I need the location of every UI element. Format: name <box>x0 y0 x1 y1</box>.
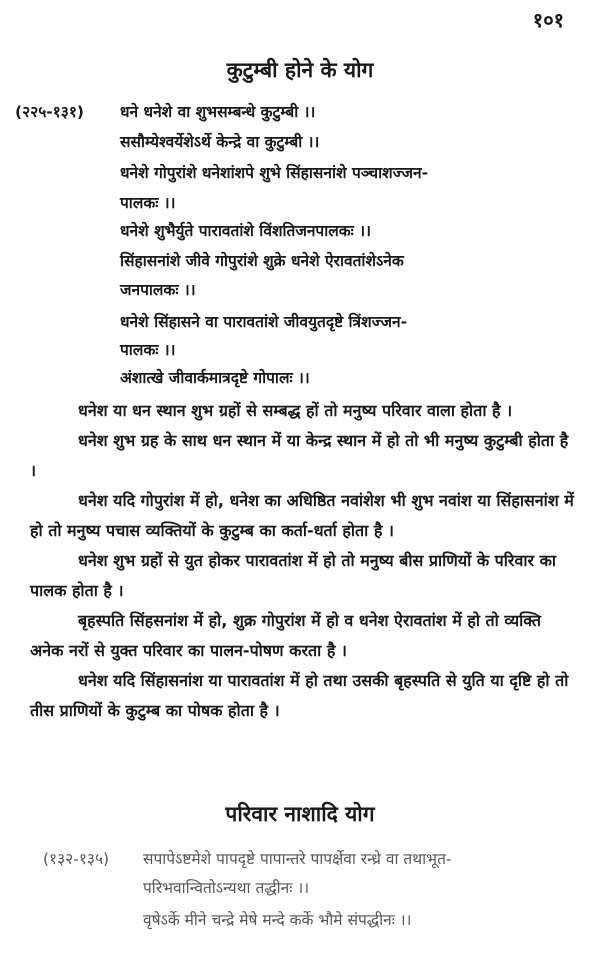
verse-line: वृषेऽर्के मीने चन्द्रे मेषे मन्दे कर्के भौमे संपद्धीनः ।। <box>143 911 412 929</box>
verse-number-range: (२२५-१३१) <box>15 103 84 121</box>
verse-line: परिभवान्वितोऽन्यथा तद्धीनः ।। <box>143 879 310 897</box>
verse-line: जनपालकः ।। <box>120 281 196 299</box>
commentary-paragraph: धनेश यदि सिंहासनांश या पारावतांश में हो तथा उसकी बृहस्पति से युति या दृष्टि हो तो तीस प्राणियों के कुटुम्ब का पोषक होता है । <box>30 671 569 720</box>
verse-line: धनेशे शुभैर्युते पारावतांशे विंशतिजनपालकः ।। <box>120 222 371 240</box>
verse-number-range: (१३२-१३५) <box>43 850 110 868</box>
verse-line: धनेशे गोपुरांशे धनेशांशपे शुभे सिंहासनांशे पञ्चाशज्जन- <box>120 164 429 182</box>
commentary-paragraph: धनेश शुभ ग्रह के साथ धन स्थान में या केन्द्र स्थान में हो तो भी मनुष्य कुटुम्बी होता है । <box>30 431 569 480</box>
verse-line: ससौम्येश्वर्येशेऽर्थे केन्द्रे वा कुटुम्बी ।। <box>120 133 320 151</box>
commentary-paragraph: बृहस्पति सिंहसनांश में हो, शुक्र गोपुरांश में हो व धनेश ऐरावतांश में हो तो व्यक्ति अनेक नरों से युक्त परिवार का पालन-पोषण करता है । <box>30 611 541 660</box>
commentary-block <box>30 396 576 726</box>
commentary-paragraph: धनेश शुभ ग्रहों से युत होकर पारावतांश में हो तो मनुष्य बीस प्राणियों के परिवार का पालक होता है । <box>30 551 557 600</box>
section-heading-kutumbi: कुटुम्बी होने के योग <box>226 58 374 82</box>
commentary-paragraph: धनेश या धन स्थान शुभ ग्रहों से सम्बद्ध हों तो मनुष्य परिवार वाला होता है । <box>78 401 513 420</box>
verse-line: अंशात्खे जीवार्कमात्रदृष्टे गोपालः ।। <box>120 369 310 387</box>
section-heading-parivar-nash: परिवार नाशादि योग <box>225 802 375 826</box>
verse-line: पालकः ।। <box>120 341 176 359</box>
verse-line: (२२५-१३१) धने धनेशे वा शुभसम्बन्धे कुटुम्बी ।। <box>120 100 315 122</box>
verse-line: पालकः ।। <box>120 194 176 212</box>
page-number: १०१ <box>532 8 564 32</box>
verse-line: (१३२-१३५) सपापेऽष्टमेशे पापदृष्टे पापान्तरे पापर्क्षेवा रन्ध्रे वा तथाभूत- <box>143 847 452 869</box>
verse-line: सिंहासनांशे जीवे गोपुरांशे शुक्रे धनेशे ऐरावतांशेऽनेक <box>120 252 404 270</box>
commentary-paragraph: धनेश यदि गोपुरांश में हो, धनेश का अधिष्ठित नवांशेश भी शुभ नवांश या सिंहासनांश में हो तो मनुष्य पचास व्यक्तियों के कुटुम्ब का कर्ता-धर्ता होता है । <box>30 491 574 540</box>
verse-line: धनेशे सिंहासने वा पारावतांशे जीवयुतदृष्टे त्रिंशज्जन- <box>120 313 408 331</box>
